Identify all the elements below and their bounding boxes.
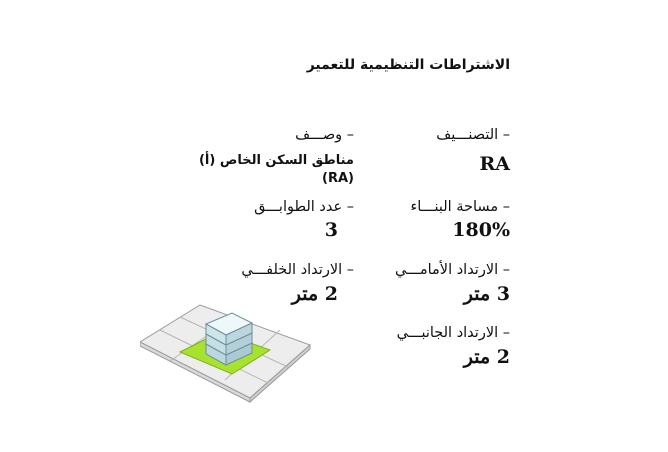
- side-setback-value: 2 متر: [463, 346, 510, 368]
- floors-value: 3: [324, 219, 338, 241]
- side-setback-label: – الارتداد الجانبـــي: [396, 325, 510, 341]
- building-area-label: – مساحة البنـــاء: [410, 199, 510, 215]
- front-setback-value: 3 متر: [463, 283, 510, 305]
- page-title: الاشتراطات التنظيمية للتعمير: [306, 57, 510, 73]
- building-area-value: 180%: [452, 219, 510, 241]
- rear-setback-value: 2 متر: [291, 283, 338, 305]
- classification-label: – التصنـــيف: [436, 127, 510, 143]
- floors-label: – عدد الطوابـــق: [254, 199, 354, 215]
- description-value: مناطق السكن الخاص (أ) (RA): [198, 153, 354, 186]
- description-label: – وصـــف: [295, 127, 354, 143]
- isometric-plot-illustration: [140, 300, 320, 410]
- classification-value: RA: [479, 153, 510, 175]
- front-setback-label: – الارتداد الأمامـــي: [395, 262, 510, 278]
- rear-setback-label: – الارتداد الخلفـــي: [241, 262, 354, 278]
